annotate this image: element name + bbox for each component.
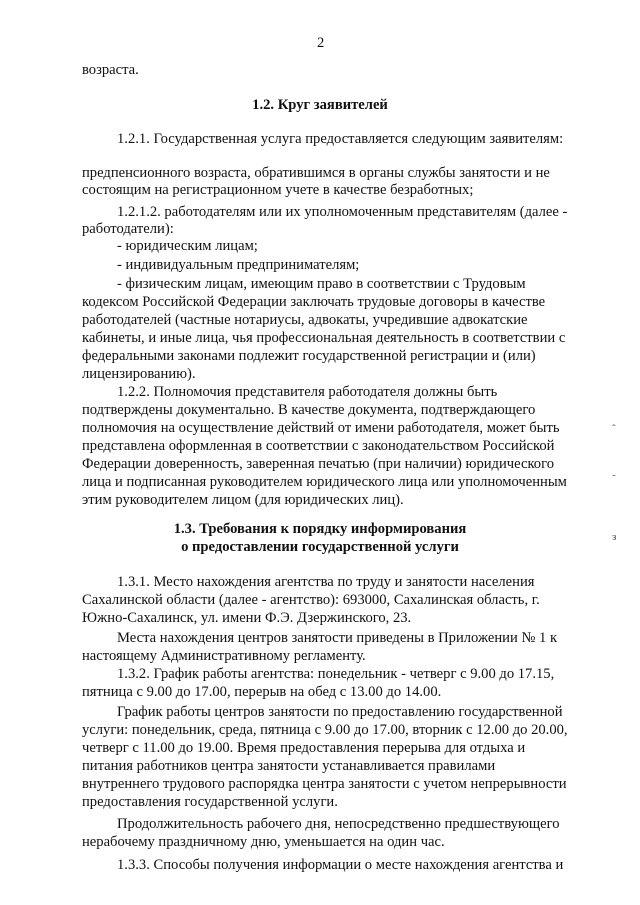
margin-mark: ˆ <box>612 423 616 435</box>
text-line: кодексом Российской Федерации заключать трудовые договоры в качестве <box>82 294 546 310</box>
text-line: представлена оформленная в соответствии с законодательством Российской <box>82 438 555 454</box>
section-heading: о предоставлении государственной услуги <box>181 539 459 555</box>
text-line: состоящим на регистрационном учете в качестве безработных; <box>82 182 474 198</box>
text-line: полномочия на осуществление действий от имени работодателя, может быть <box>82 420 560 436</box>
text-line: лица и подписанная руководителем юридического лица или уполномоченным <box>82 474 567 490</box>
text-line: 1.3.3. Способы получения информации о месте нахождения агентства и <box>117 857 564 873</box>
text-line: подтверждены документально. В качестве документа, подтверждающего <box>82 402 536 418</box>
margin-mark: з <box>612 531 617 543</box>
text-line: Федерации доверенность, заверенная печатью (при наличии) юридического <box>82 456 555 472</box>
text-line: питания работников центра занятости устанавливается правилами <box>82 758 496 774</box>
text-line: услуги: понедельник, среда, пятница с 9.00 до 17.00, вторник с 12.00 до 20.00, <box>82 722 568 738</box>
text-line: кабинеты, и иные лица, чья профессиональная деятельность в соответствии с <box>82 330 566 346</box>
section-heading: 1.3. Требования к порядку информирования <box>173 521 467 537</box>
text-line: График работы центров занятости по предоставлению государственной <box>117 704 563 720</box>
text-line: Места нахождения центров занятости приведены в Приложении № 1 к <box>117 630 558 646</box>
text-line: Южно-Сахалинск, ул. имени Ф.Э. Дзержинского, 23. <box>82 610 412 626</box>
list-item: - индивидуальным предпринимателям; <box>117 257 360 273</box>
list-item: - юридическим лицам; <box>117 238 258 254</box>
text-line: внутреннего трудового распорядка центра занятости с учетом непрерывности <box>82 776 567 792</box>
text-line: Продолжительность рабочего дня, непосредственно предшествующего <box>117 816 560 832</box>
text-line: 1.3.1. Место нахождения агентства по труду и занятости населения <box>117 574 535 590</box>
text-line: Сахалинской области (далее - агентство): 693000, Сахалинская область, г. <box>82 592 540 608</box>
text-line: 1.2.2. Полномочия представителя работодателя должны быть <box>117 384 498 400</box>
text-line: пятница с 9.00 до 17.00, перерыв на обед с 13.00 до 14.00. <box>82 684 442 700</box>
text-line: 1.2.1.2. работодателям или их уполномоченным представителям (далее - <box>117 204 568 220</box>
text-line: возраста. <box>82 62 139 78</box>
margin-mark: ˜ <box>612 473 616 485</box>
text-line: настоящему Административному регламенту. <box>82 648 366 664</box>
page-number: 2 <box>317 35 325 51</box>
text-line: федеральными законами подлежит государственной регистрации и (или) <box>82 348 536 364</box>
section-heading: 1.2. Круг заявителей <box>252 97 388 113</box>
text-line: этим руководителем лицом (для юридических лиц). <box>82 492 404 508</box>
text-line: предоставления государственной услуги. <box>82 794 338 810</box>
list-item: - физическим лицам, имеющим право в соответствии с Трудовым <box>117 276 526 292</box>
text-line: 1.3.2. График работы агентства: понедельник - четверг с 9.00 до 17.15, <box>117 666 555 682</box>
text-line: лицензированию). <box>82 366 196 382</box>
text-line: предпенсионного возраста, обратившимся в органы службы занятости и не <box>82 165 550 181</box>
text-line: работодателей (частные нотариусы, адвокаты, учредившие адвокатские <box>82 312 528 328</box>
text-line: 1.2.1. Государственная услуга предоставляется следующим заявителям: <box>117 131 564 147</box>
text-line: нерабочему праздничному дню, уменьшается на один час. <box>82 834 445 850</box>
text-line: четверг с 11.00 до 19.00. Время предоставления перерыва для отдыха и <box>82 740 526 756</box>
text-line: работодатели): <box>82 221 174 237</box>
